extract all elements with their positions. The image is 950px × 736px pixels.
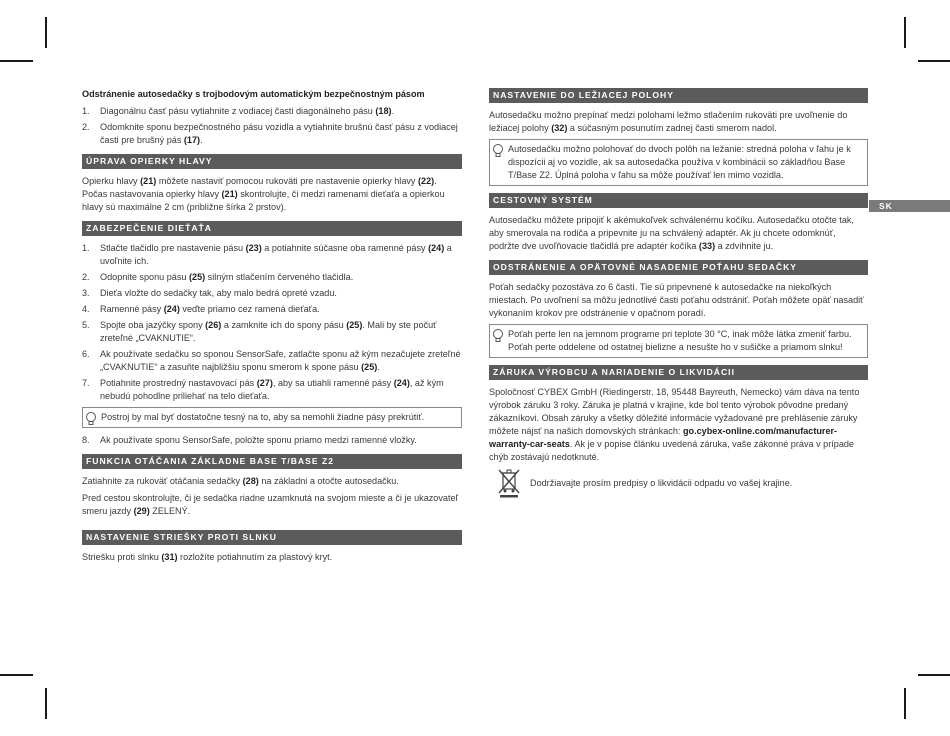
note-text: Poťah perte len na jemnom programe pri teplote 30 °C, inak môže látka zmeniť farbu. Poťah perte oddelene od ostatnej bielizne a nesušte ho v sušičke a priamom slnku! — [508, 329, 852, 352]
section-header-recline: NASTAVENIE DO LEŽIACEJ POLOHY — [489, 88, 868, 103]
list-item: 1. Stlačte tlačidlo pre nastavenie pásu (23) a potiahnite súčasne oba ramenné pásy (24) a uvoľnite ich. — [82, 243, 452, 266]
note-text: Postroj by mal byť dostatočne tesný na to, aby sa nemohli žiadne pásy prekrútiť. — [101, 412, 425, 422]
section-header-headrest: ÚPRAVA OPIERKY HLAVY — [82, 154, 462, 169]
section-header-canopy: NASTAVENIE STRIEŠKY PROTI SLNKU — [82, 530, 462, 545]
travel-text: Autosedačku môžete pripojiť k akémukoľvek schválenému kočíku. Autosedačku otočte tak, aby smerovala na rodiča a pripevnite ju na schválený adaptér. Ak ju chcete odomknúť, podržte dve uvoľňovacie tlačidlá pre adaptér kočíka (33) a zdvihnite ju. — [489, 215, 854, 251]
rotate-text-2: Pred cestou skontrolujte, či je sedačka riadne uzamknutá na svojom mieste a či je ukazovateľ smeru jazdy (29) ZELENÝ. — [82, 493, 459, 516]
language-tab: SK — [869, 200, 950, 212]
section-header-warranty: ZÁRUKA VÝROBCU A NARIADENIE O LIKVIDÁCII — [489, 365, 868, 380]
note-text: Autosedačku možno polohovať do dvoch polôh na ležanie: stredná poloha v ľahu je k dispozícii aj vo vozidle, ak sa autosedačka používa v kombinácii so základňou Base T/Base Z2. Úplná poloha v ľahu sa môže používať len mimo vozidla. — [508, 144, 851, 180]
list-item: 6. Ak používate sedačku so sponou SensorSafe, zatlačte sponu až kým nezačujete zreteľné „CVAKNUTIE“ a zasuňte najbližšiu sponu smerom k spone pásu (25). — [82, 349, 461, 372]
crop-mark — [904, 688, 906, 719]
crop-mark — [904, 17, 906, 48]
list-item — [82, 121, 462, 147]
cover-note — [489, 324, 868, 358]
section-header-travel: CESTOVNÝ SYSTÉM — [489, 193, 868, 208]
warranty-link: go.cybex-online.com/manufacturer-warranty-car-seats — [489, 426, 838, 449]
recline-text: Autosedačku možno prepínať medzi polohami ležmo stlačením rukoväti pre uvoľnenie do ležiacej polohy (32) a súčasným posunutím zadnej časti smerom nadol. — [489, 110, 848, 133]
list-item: 3. Dieťa vložte do sedačky tak, aby malo bedrá opreté vzadu. — [82, 288, 337, 298]
step-text: Odomknite sponu bezpečnostného pásu vozidla a vytiahnite brušnú časť pásu z vodiacej časti pre brušný pás (17). — [100, 122, 458, 145]
crop-mark — [918, 60, 950, 62]
harness-note — [82, 407, 462, 428]
section-header-cover: ODSTRÁNENIE A OPÄTOVNÉ NASADENIE POŤAHU SEDAČKY — [489, 260, 868, 275]
right-column — [489, 88, 868, 498]
list-item: 5. Spojte oba jazýčky spony (26) a zamknite ich do spony pásu (25). Mali by ste počuť zreteľné „CVAKNUTIE“. — [82, 320, 437, 343]
lightbulb-icon — [85, 411, 97, 427]
cover-text: Poťah sedačky pozostáva zo 6 častí. Tie sú pripevnené k autosedačke na niekoľkých miestach. Po uvoľnení sa môžu jednotlivé časti poťahu odstrániť. Poťah môžete opäť nasadiť vykonaním krokov pre odstránenie v opačnom poradí. — [489, 282, 864, 318]
headrest-text: Opierku hlavy (21) môžete nastaviť pomocou rukoväti pre nastavenie opierky hlavy (22). Počas nastavovania opierky hlavy (21) skontrolujte, či medzi ramenami dieťaťa a opierkou hlavy sú maximálne 2 cm (približne šírka 2 prstov). — [82, 176, 445, 212]
disposal-row — [489, 468, 868, 498]
section-header-child: ZABEZPEČENIE DIEŤAŤA — [82, 221, 462, 236]
crop-mark — [45, 688, 47, 719]
intro-title: Odstránenie autosedačky s trojbodovým automatickým bezpečnostným pásom — [82, 89, 425, 99]
recline-note — [489, 139, 868, 186]
step-number: 2. — [82, 122, 90, 132]
left-column — [82, 88, 462, 568]
list-item: 4. Ramenné pásy (24) veďte priamo cez ramená dieťaťa. — [82, 304, 320, 314]
list-item — [82, 105, 462, 118]
list-item: 7. Potiahnite prostredný nastavovací pás (27), aby sa utiahli ramenné pásy (24), až kým nebudú pohodlne priliehať na telo dieťaťa. — [82, 378, 444, 401]
list-item: 2. Odopnite sponu pásu (25) silným stlačením červeného tlačidla. — [82, 272, 354, 282]
child-steps — [82, 242, 462, 403]
section-header-rotate: FUNKCIA OTÁČANIA ZÁKLADNE BASE T/BASE Z2 — [82, 454, 462, 469]
crossed-bin-icon — [497, 468, 521, 498]
lightbulb-icon — [492, 328, 504, 344]
list-item: 8. Ak používate sponu SensorSafe, položte sponu priamo medzi ramenné vložky. — [82, 435, 417, 445]
child-step-8 — [82, 434, 462, 447]
warranty-text: Spoločnosť CYBEX GmbH (Riedingerstr. 18, 95448 Bayreuth, Nemecko) vám dáva na tento výrobok záruku 3 roky. Záruka je platná v krajine, kde bol tento výrobok pôvodne predaný zákazníkovi. Obsah záruky a všetky dôležité informácie vyžadované pre prehlásenie záruky môžete nájsť na našich domovských stránkach: go.cybex-online.com/manufacturer-warranty-car-seats. Ak je v popise článku uvedená záruka, vaše zákonné práva v prípade chýb zostávajú nedotknuté. — [489, 387, 860, 462]
canopy-text: Striešku proti slnku (31) rozložíte potiahnutím za plastový kryt. — [82, 552, 333, 562]
crop-mark — [0, 674, 33, 676]
rotate-text-1: Zatiahnite za rukoväť otáčania sedačky (28) na základni a otočte autosedačku. — [82, 476, 399, 486]
crop-mark — [0, 60, 33, 62]
lightbulb-icon — [492, 143, 504, 159]
crop-mark — [45, 17, 47, 48]
disposal-text: Dodržiavajte prosím predpisy o likvidácii odpadu vo vašej krajine. — [530, 477, 793, 488]
intro-steps — [82, 105, 462, 147]
step-text: Diagonálnu časť pásu vytiahnite z vodiacej časti diagonálneho pásu (18). — [100, 106, 395, 116]
step-number: 1. — [82, 106, 90, 116]
crop-mark — [918, 674, 950, 676]
